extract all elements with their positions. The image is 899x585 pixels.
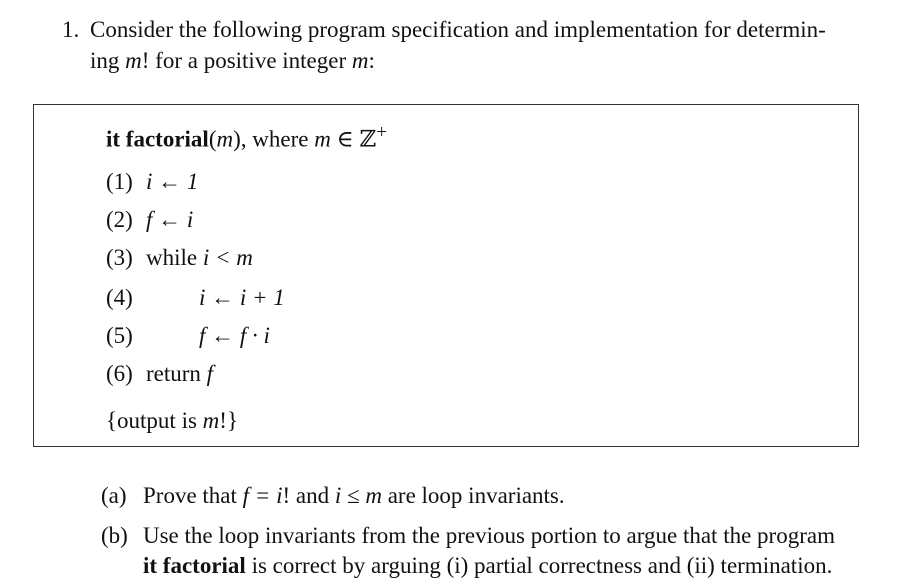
step-code: f ← i [146, 207, 194, 232]
signature-close: ), where [233, 126, 315, 152]
part-a-text-1: Prove that [143, 483, 243, 508]
signature-param: m [216, 126, 234, 152]
problem-intro [62, 14, 862, 76]
part-b-line-1: Use the loop invariants from the previous portion to argue that the program [143, 523, 835, 548]
postcondition-var: m [202, 408, 220, 433]
algorithm-box [33, 104, 859, 447]
step-number: (1) [106, 169, 133, 194]
signature-domain: ∈ ℤ [330, 126, 377, 152]
part-a-text-3: are loop invariants. [381, 483, 565, 508]
step-code: i < m [202, 245, 253, 270]
subquestions [101, 481, 871, 581]
part-a-math-2: i ≤ m [334, 483, 382, 508]
step-keyword: return [146, 361, 207, 386]
intro-line-2-prefix: ing [90, 48, 126, 73]
postcondition-open: {output is [106, 408, 203, 433]
step-keyword: while [146, 245, 203, 270]
part-b [101, 521, 871, 581]
algorithm-step-2 [106, 207, 193, 233]
step-code: f ← f · i [199, 323, 270, 348]
problem-number: 1. [62, 17, 80, 42]
part-b-label: (b) [101, 523, 128, 548]
algorithm-name: it factorial [106, 126, 209, 152]
intro-var-m-2: m [351, 48, 369, 73]
part-b-line-2: is correct by arguing (i) partial correctness and (ii) termination. [245, 553, 833, 578]
signature-param-2: m [314, 126, 331, 152]
part-a [101, 481, 871, 511]
algorithm-step-3 [106, 245, 253, 271]
step-number: (3) [106, 245, 133, 270]
step-code: i ← 1 [146, 169, 199, 194]
step-number: (5) [106, 323, 133, 348]
part-a-math-1: f = i [242, 483, 283, 508]
part-a-label: (a) [101, 483, 127, 508]
signature-domain-sup: + [376, 122, 387, 143]
postcondition-close: !} [219, 408, 238, 433]
signature-open: ( [208, 126, 217, 152]
intro-var-m: m [125, 48, 142, 73]
step-number: (4) [106, 285, 133, 310]
intro-line-2-end: : [368, 48, 375, 73]
step-number: (2) [106, 207, 133, 232]
step-code: f [206, 361, 214, 386]
part-a-text-2: ! and [282, 483, 335, 508]
intro-line-1: Consider the following program specification and implementation for determin- [90, 17, 826, 42]
algorithm-step-4 [106, 285, 285, 311]
algorithm-signature [106, 120, 387, 153]
step-code: i ← i + 1 [199, 285, 285, 310]
algorithm-step-5 [106, 323, 270, 349]
postcondition [106, 408, 238, 434]
algorithm-step-6 [106, 361, 213, 387]
step-number: (6) [106, 361, 133, 386]
problem-statement [90, 14, 862, 76]
algorithm-step-1 [106, 169, 198, 195]
part-b-algorithm-name: it factorial [143, 553, 246, 578]
intro-line-2-mid: ! for a positive integer [141, 48, 352, 73]
